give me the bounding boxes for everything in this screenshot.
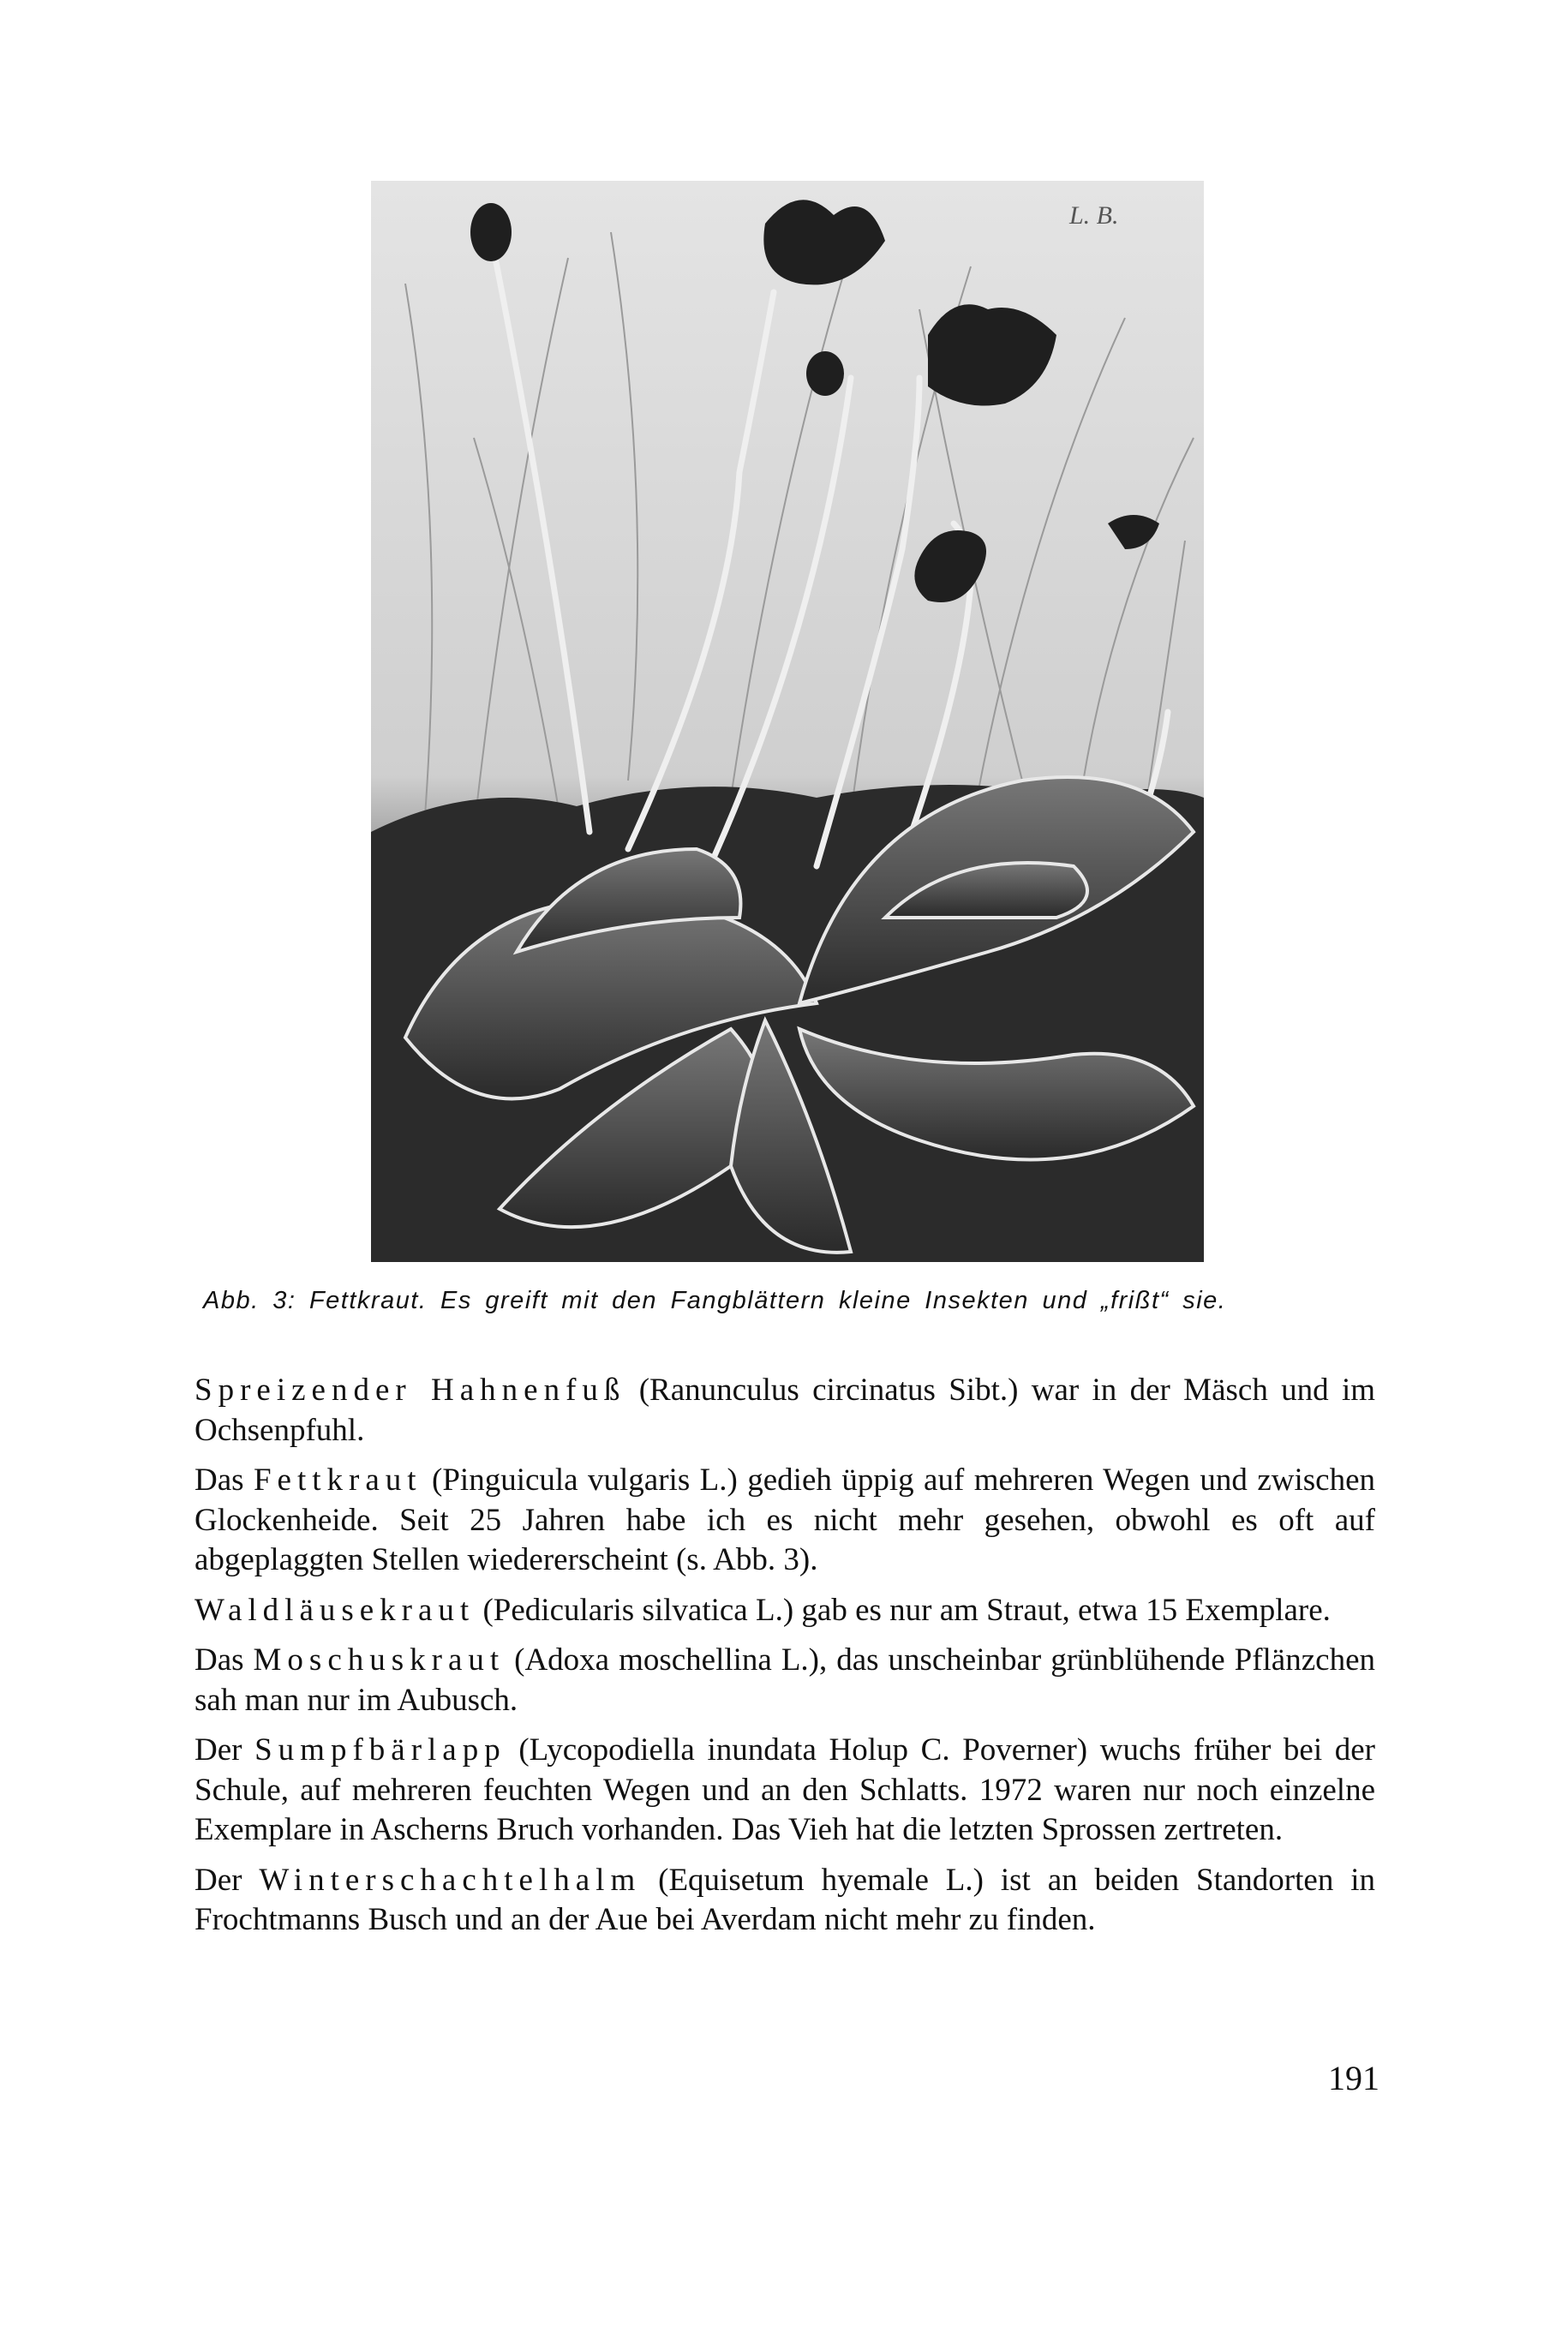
species-name: Spreizender Hahnenfuß (195, 1373, 626, 1408)
paragraph-text: (Pinguicula vulgaris L.) gedieh üppig auf mehreren Wegen und zwischen Glockenheide. Seit 25 Jahren habe ich es nicht mehr gesehen, obwohl es oft auf abgeplaggten Stellen wiedererscheint (s. Abb. 3). (195, 1463, 1375, 1577)
paragraph-text: (Lycopodiella inundata Holup C. Poverner) wuchs früher bei der Schule, auf mehreren feuchten Wegen und an den Schlatts. 1972 waren nur noch einzelne Exemplare in Ascherns Bruch vorhanden. Das Vieh hat die letzten Sprossen zertreten. (195, 1732, 1375, 1847)
figure-pinguicula-painting (371, 181, 1204, 1262)
paragraph-text: (Ranunculus circinatus Sibt.) war in der Mäsch und im Ochsenpfuhl. (195, 1373, 1376, 1448)
paragraph-prefix: Der (195, 1732, 255, 1768)
figure-caption: Abb. 3: Fettkraut. Es greift mit den Fangblättern kleine Insekten und „frißt“ sie. (203, 1287, 1227, 1314)
species-name: Sumpfbärlapp (254, 1732, 506, 1768)
paragraph-prefix: Das (195, 1463, 254, 1498)
plant-illustration (371, 181, 1204, 1262)
paragraph-text: (Pedicularis silvatica L.) gab es nur am Straut, etwa 15 Exemplare. (475, 1592, 1331, 1628)
paragraph-text: (Equisetum hyemale L.) ist an beiden Standorten in Frochtmanns Busch und an der Aue bei Averdam nicht mehr zu finden. (195, 1862, 1376, 1937)
artist-signature: L. B. (1069, 201, 1119, 230)
paragraph-waldlaeusekraut (195, 1591, 1375, 1631)
paragraph-winterschachtelhalm (195, 1861, 1375, 1941)
paragraph-sumpfbaerlapp (195, 1731, 1375, 1851)
paragraph-prefix: Das (195, 1642, 254, 1678)
species-name: Winterschachtelhalm (259, 1862, 642, 1898)
species-name: Moschuskraut (253, 1642, 506, 1678)
body-text (195, 1371, 1375, 1951)
paragraph-text: (Adoxa moschellina L.), das unscheinbar grünblühende Pflänzchen sah man nur im Aubusch. (195, 1642, 1375, 1718)
paragraph-fettkraut (195, 1461, 1375, 1581)
paragraph-moschuskraut (195, 1641, 1375, 1720)
species-name: Waldläusekraut (195, 1592, 476, 1628)
species-name: Fettkraut (253, 1463, 422, 1498)
paragraph-prefix: Der (195, 1862, 260, 1898)
page-number: 191 (1328, 2059, 1379, 2097)
paragraph-hahnenfuss (195, 1371, 1375, 1451)
